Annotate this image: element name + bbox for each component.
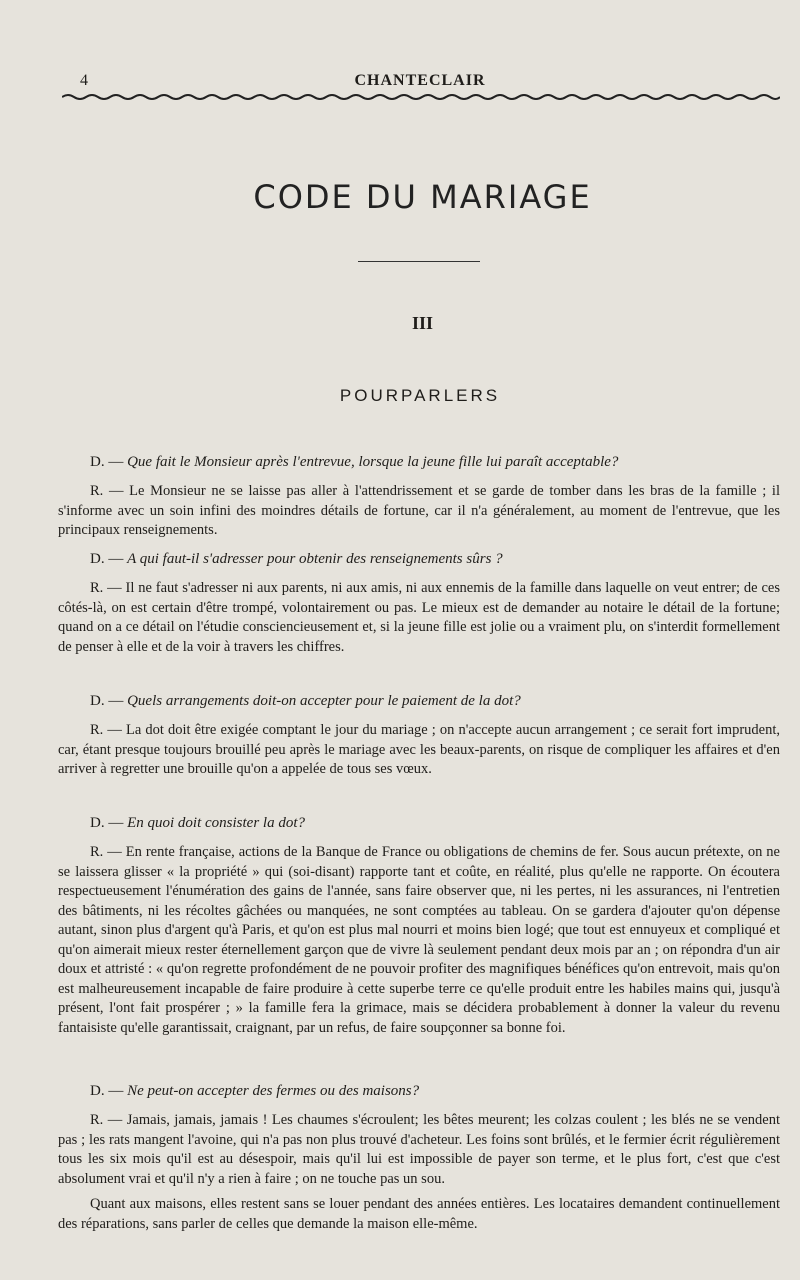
answer: R. — Le Monsieur ne se laisse pas aller à l'attendrissement et se garde de tomber dans les bras de la famille ; il s'informe avec un soin infini des moindres détails de fortune, car il n'a généralement, au moment de l'entrevue, que les principaux renseignements.	[58, 483, 780, 538]
question: D. — Quels arrangements doit-on accepter pour le paiement de la dot?	[90, 693, 521, 709]
question: D. — Que fait le Monsieur après l'entrevue, lorsque la jeune fille lui paraît acceptable?	[90, 454, 619, 470]
title-rule	[358, 261, 480, 262]
answer-continuation: Quant aux maisons, elles restent sans se louer pendant des années entières. Les locataires demandent continuellement des réparations, sans parler de celles que demande la maison elle-même.	[58, 1196, 780, 1232]
qa-block	[58, 691, 780, 780]
journal-title: CHANTECLAIR	[354, 72, 486, 89]
section-title: POURPARLERS	[339, 386, 501, 405]
answer: R. — Il ne faut s'adresser ni aux parents, ni aux amis, ni aux ennemis de la famille dans laquelle on veut entrer; de ces côtés-là, on est certain d'être trompé, volontairement ou pas. Le mieux est de demander au notaire le détail de la fortune; quand on a ce détail on l'étudie consciencieusement et, si la jeune fille est jolie ou a vraiment plu, on s'interdit formellement de penser à elle et de la voir à travers les chiffres.	[58, 580, 780, 655]
article-title: CODE DU MARIAGE	[253, 178, 592, 216]
qa-block	[58, 549, 780, 657]
question: D. — A qui faut-il s'adresser pour obtenir des renseignements sûrs ?	[90, 551, 503, 567]
answer: R. — La dot doit être exigée comptant le jour du mariage ; on n'accepte aucun arrangement ; ce serait fort imprudent, car, étant presque toujours brouillé peu après le mariage avec les beaux-parents, on risque de compliquer les affaires et d'en arriver à regretter une brouille qu'on a appelée de tous ses vœux.	[58, 722, 780, 777]
wavy-rule	[62, 92, 780, 102]
question: D. — Ne peut-on accepter des fermes ou des maisons?	[90, 1083, 420, 1099]
answer: R. — Jamais, jamais, jamais ! Les chaumes s'écroulent; les bêtes meurent; les colzas coulent ; les blés ne se vendent pas ; les rats mangent l'avoine, qui n'a pas non plus trouvé d'acheteur. Les foins sont brûlés, et le fermier écrit régulièrement tous les six mois qu'il est au désespoir, mais qu'il lui est impossible de payer son terme, et le plus fort, c'est que c'est absolument vrai et qu'il n'y a rien à faire ; on ne touche pas un sou.	[58, 1112, 780, 1187]
answer: R. — En rente française, actions de la Banque de France ou obligations de chemins de fer. Sous aucun prétexte, on ne se laissera glisser « la propriété » qui (soi-disant) rapporte tant et coûte, en réalité, plus qu'elle ne rapporte. On écoutera respectueusement l'énumération des gains de l'année, sans faire observer que, ni les pertes, ni les assurances, ni l'entretien des bâtiments, ni les récoltes gâchées ou manquées, ne sont comptées au tableau. On se gardera d'ajouter qu'on dépense autant, sinon plus d'argent qu'à Paris, et qu'on est plus mal nourri et moins bien logé; que tout est ennuyeux et compliqué et qu'on aimerait mieux rester éternellement garçon que de vivre là seulement pendant deux mois par an ; on répondra d'un air doux et attristé : « qu'on regrette profondément de ne pouvoir profiter des magnifiques bénéfices qu'on entrevoit, mais qu'on est malheureusement incapable de faire produire à cette superbe terre ce qu'elle produit entre les habiles mains qui, jusqu'à présent, l'ont fait prospérer ; » la famille fera la grimace, mais se décidera probablement à donner la valeur du revenu fantaisiste qu'elle garantissait, craignant, par un refus, de faire soupçonner sa bonne foi.	[58, 844, 780, 1036]
qa-block	[58, 813, 780, 1038]
qa-block	[58, 452, 780, 541]
qa-block	[58, 1081, 780, 1234]
section-number: III	[411, 313, 433, 333]
page-number: 4	[80, 72, 88, 89]
question: D. — En quoi doit consister la dot?	[90, 815, 306, 831]
